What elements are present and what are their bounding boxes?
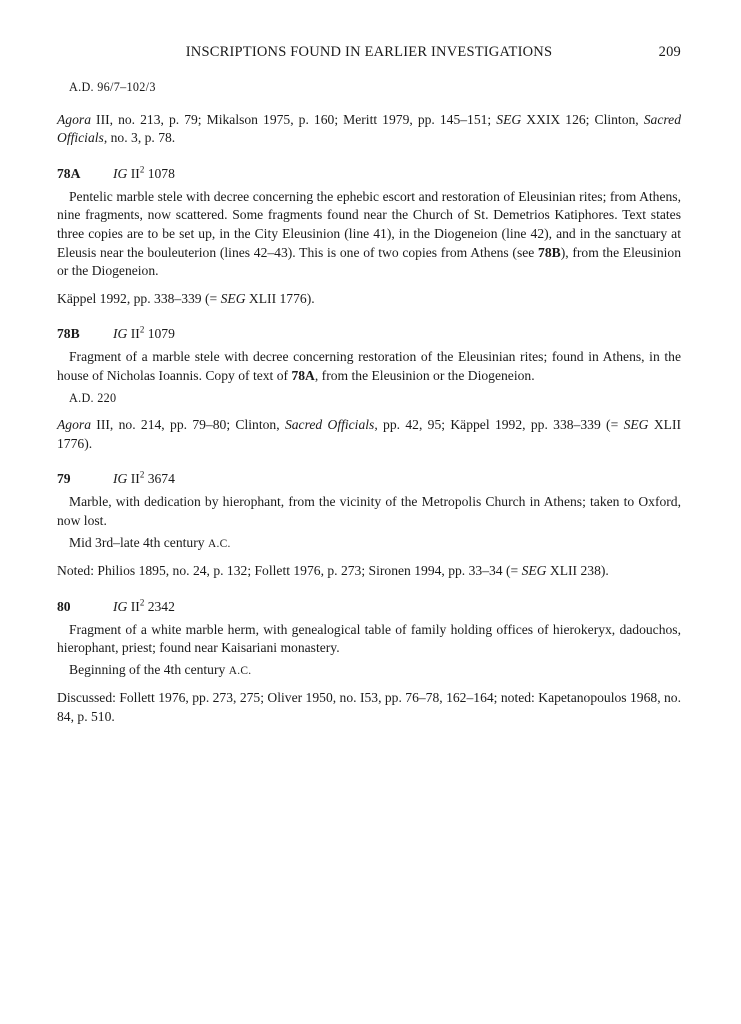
entry-80-heading: 80 IG $II^2$ 2342 — [57, 597, 175, 614]
entry-78b-references: Agora III, no. 214, pp. 79–80; Clinton, Sacred Officials, pp. 42, 95; Käppel 1992, pp. 338–339 (= SEG XLII 1776). — [57, 417, 681, 451]
entry-80-references: Discussed: Follett 1976, pp. 273, 275; Oliver 1950, no. I53, pp. 76–78, 162–164; noted: Kapetanopoulos 1968, no. 84, p. 510. — [57, 690, 681, 725]
running-head — [57, 44, 681, 64]
entry-80-date: Beginning of the 4th century A.C. — [69, 661, 252, 677]
entry-number: 78B — [57, 326, 80, 342]
page-number: 209 — [658, 44, 681, 60]
intro-references: Agora III, no. 213, p. 79; Mikalson 1975, p. 160; Meritt 1979, pp. 145–151; SEG XXIX 126; Clinton, Sacred Officials, no. 3, p. 78. — [57, 111, 681, 146]
entry-78b-heading: 78B IG $II^2$ 1079 — [57, 324, 175, 342]
running-title: INSCRIPTIONS FOUND IN EARLIER INVESTIGATIONS — [185, 44, 553, 60]
entry-78a-heading: 78A IG $II^2$ 1078 — [57, 164, 175, 181]
entry-80-description: Fragment of a white marble herm, with genealogical table of family holding offices of hierokeryx, dadouchos, hierophant, priest; found near Kaisariani monastery. — [57, 621, 681, 656]
entry-78a-references: Käppel 1992, pp. 338–339 (= SEG XLII 1776). — [57, 290, 315, 306]
intro-date: A.D. 96/7–102/3 — [69, 80, 156, 94]
entry-78a-description: Pentelic marble stele with decree concerning the ephebic escort and restoration of Eleusinian rites; from Athens, nine fragments, now scattered. Some fragments found near the Church of St. Demetrios Katiphores. Text states three copies are to be set up, in the City Eleusinion (line 41), in the Diogeneion (line 42), and in the sanctuary at Eleusis near the bouleuterion (lines 42–43). This is one of two copies from Athens (see 78B), from the Eleusinion or the Diogeneion. — [57, 188, 681, 279]
entry-79-description: Marble, with dedication by hierophant, from the vicinity of the Metropolis Church in Athens; taken to Oxford, now lost. — [57, 494, 681, 528]
entry-79-date: Mid 3rd–late 4th century A.C. — [69, 534, 231, 550]
entry-number: 79 — [57, 471, 71, 487]
entry-78b-description: Fragment of a marble stele with decree concerning restoration of the Eleusinian rites; found in Athens, in the house of Nicholas Ioannis. Copy of text of 78A, from the Eleusinion or the Diogeneion. — [57, 349, 681, 383]
entry-78b-date: A.D. 220 — [69, 390, 117, 405]
entry-number: 80 — [57, 598, 71, 614]
entry-number: 78A — [57, 165, 81, 181]
entry-79-references: Noted: Philios 1895, no. 24, p. 132; Follett 1976, p. 273; Sironen 1994, pp. 33–34 (= SEG XLII 238). — [57, 563, 609, 579]
entry-79-heading: 79 IG $II^2$ 3674 — [57, 469, 175, 487]
